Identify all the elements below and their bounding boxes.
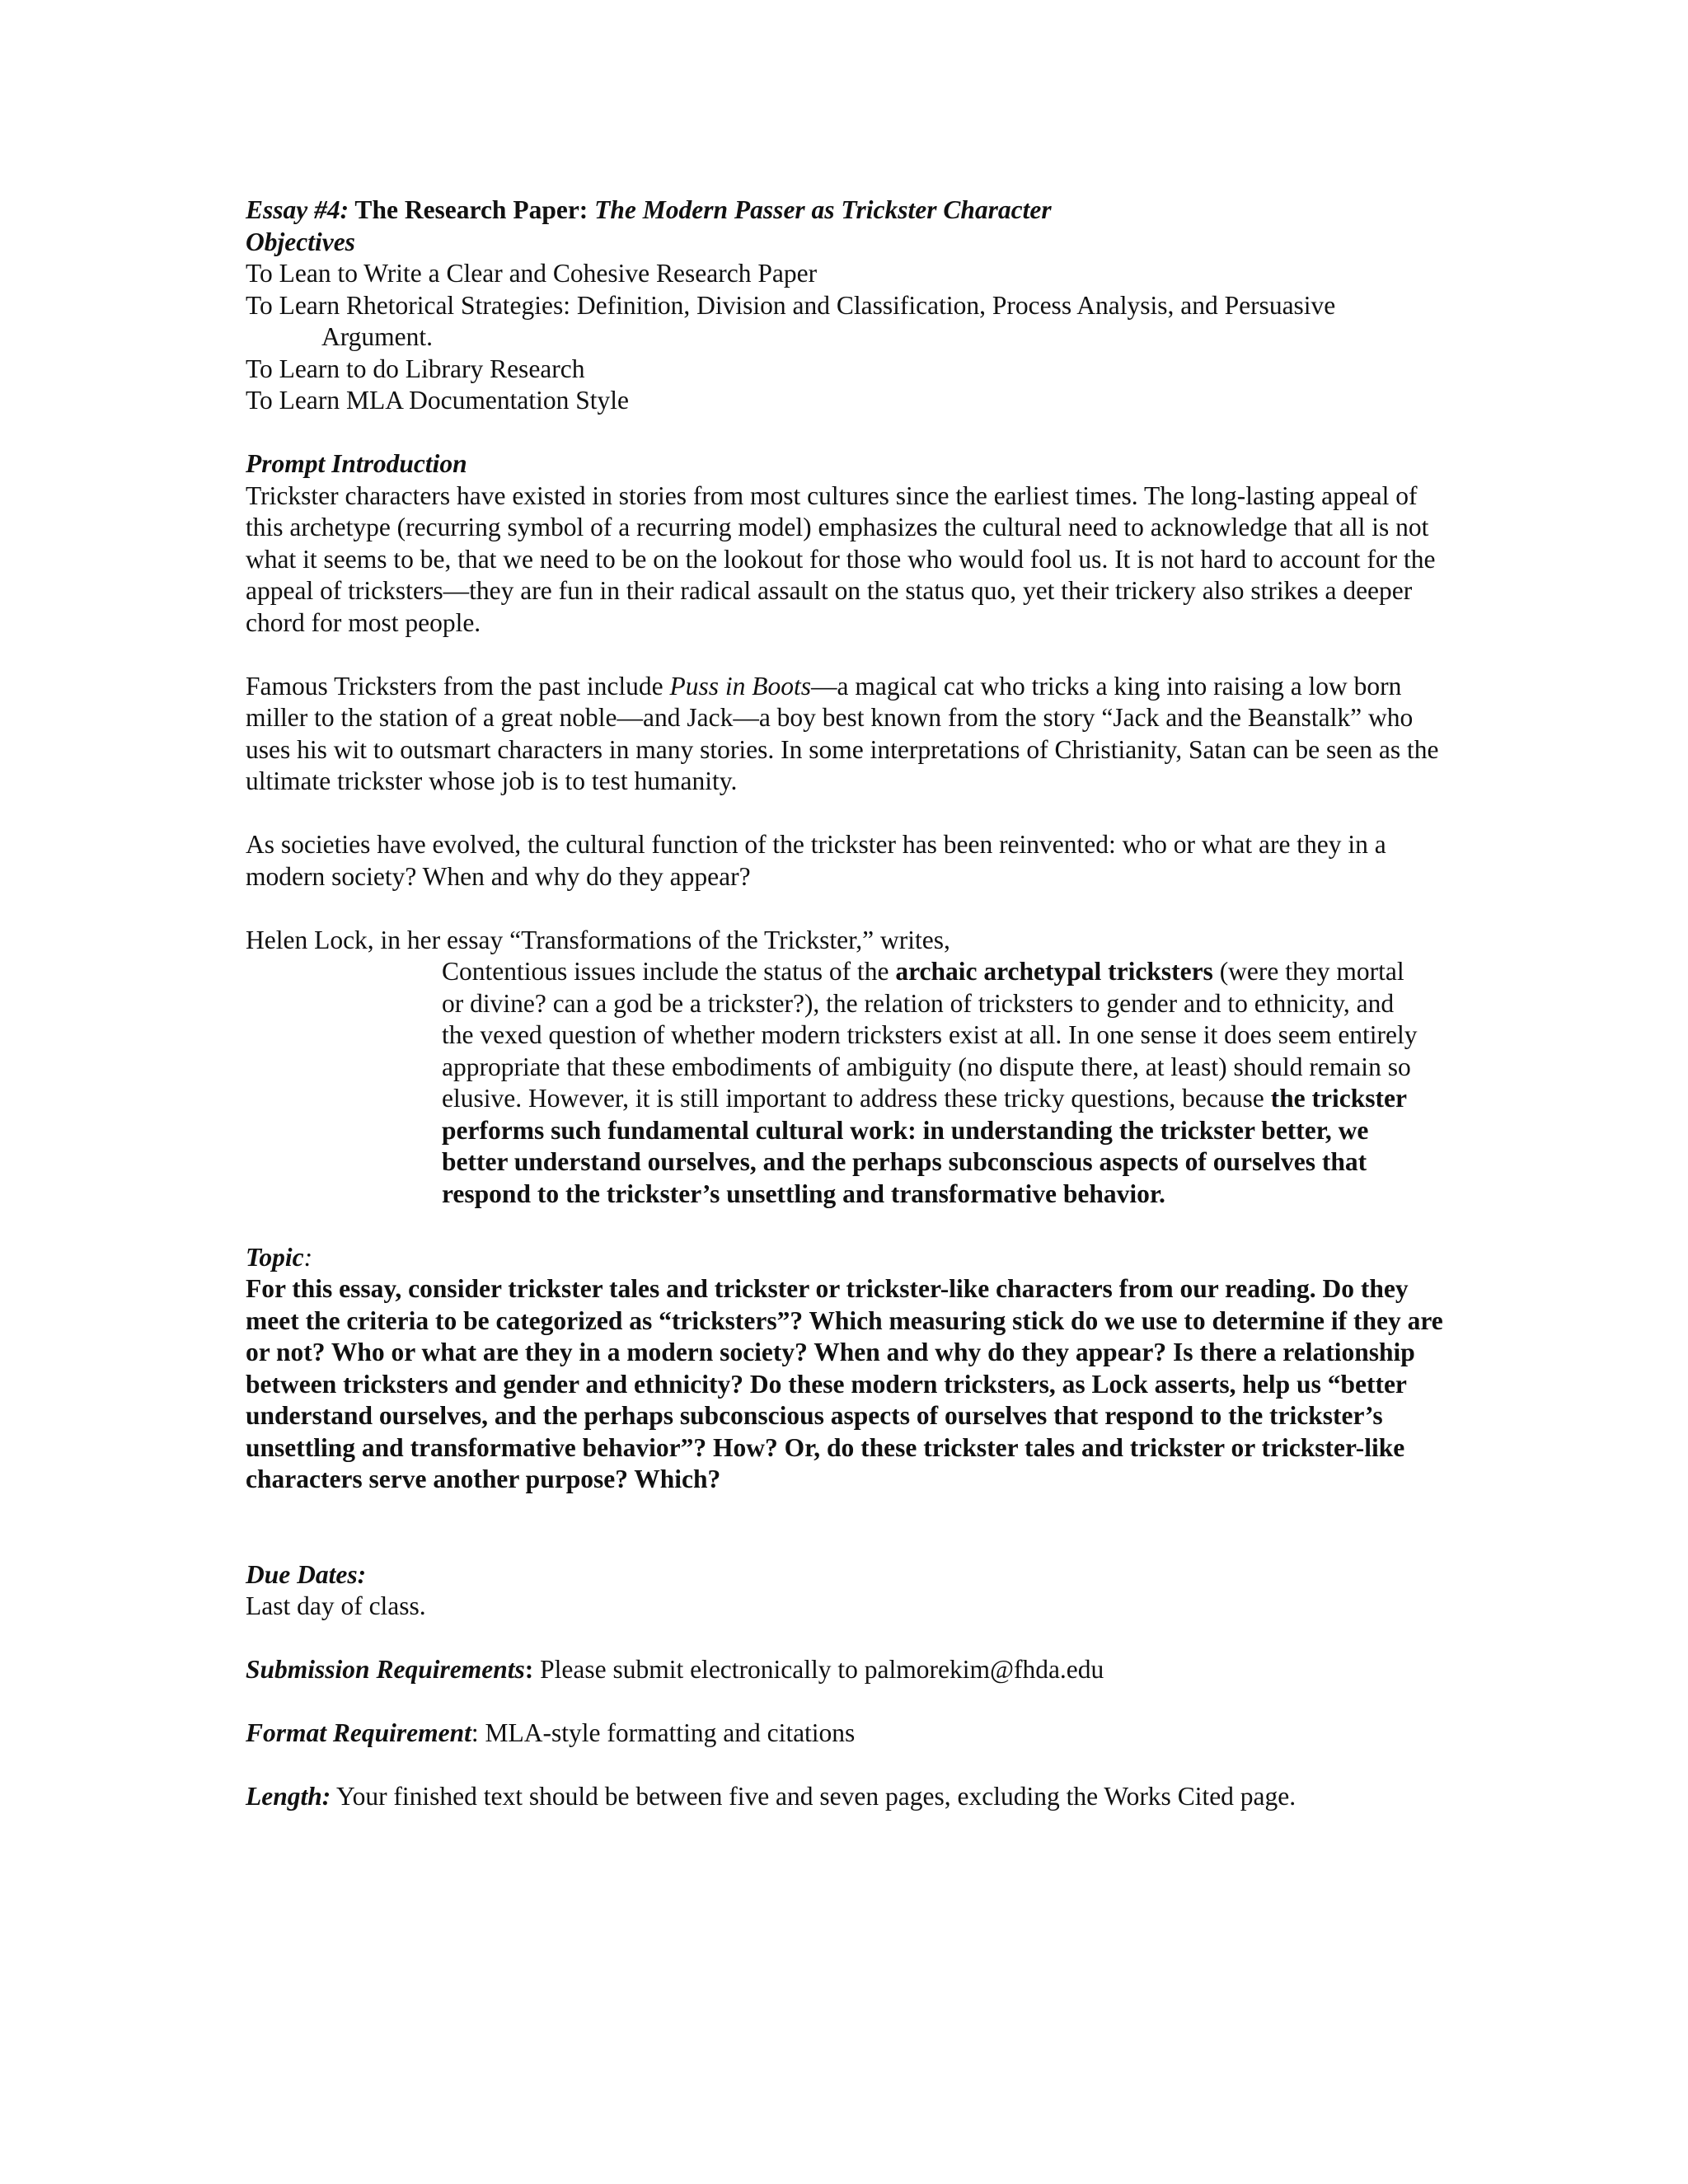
topic-body: For this essay, consider trickster tales and trickster or trickster-like characters from our reading. Do they meet the criteria to be categorized as “tricksters”? Which measuring stick do we use to determine if they are or not? Who or what are they in a modern society? When and why do they appear? Is there a relationship between tricksters and gender and ethnicity? Do these modern tricksters, as Lock asserts, help us “better understand ourselves, and the perhaps subconscious aspects of ourselves that respond to the trickster’s unsettling and transformative behavior”? How? Or, do these trickster tales and trickster or trickster-like characters serve another purpose? Which?: [246, 1274, 1443, 1493]
block-quote: Contentious issues include the status of the archaic archetypal tricksters (were they mortal or divine? can a god be a trickster?), the relation of tricksters to gender and to ethnicity, and the vexed question of whether modern tricksters exist at all. In one sense it does seem entirely appropriate that these embodiments of ambiguity (no dispute there, at least) should remain so elusive. However, it is still important to address these tricky questions, because the trickster performs such fundamental cultural work: in understanding the trickster better, we better understand ourselves, and the perhaps subconscious aspects of ourselves that respond to the trickster’s unsettling and transformative behavior.: [442, 957, 1418, 1208]
length-heading: Length:: [246, 1782, 331, 1811]
objective-item: To Learn MLA Documentation Style: [246, 386, 629, 415]
quote-intro: Helen Lock, in her essay “Transformations of the Trickster,” writes,: [246, 925, 950, 954]
length-body: Your finished text should be between five and seven pages, excluding the Works Cited page.: [331, 1782, 1296, 1811]
submission-heading: Submission Requirements: [246, 1655, 525, 1684]
puss-in-boots-title: Puss in Boots: [669, 671, 811, 701]
objective-item: To Learn Rhetorical Strategies: Definition, Division and Classification, Process Analysis, and Persuasive Argument.: [246, 290, 1336, 351]
paper-label: The Research Paper:: [349, 195, 595, 224]
objective-item: To Lean to Write a Clear and Cohesive Research Paper: [246, 259, 818, 288]
prompt-paragraph-2: Famous Tricksters from the past include Puss in Boots—a magical cat who tricks a king into raising a low born miller to the station of a great noble—and Jack—a boy best known from the story “Jack and the Beanstalk” who uses his wit to outsmart characters in many stories. In some interpretations of Christianity, Satan can be seen as the ultimate trickster whose job is to test humanity.: [246, 671, 1439, 795]
length-line: [246, 1781, 1449, 1813]
essay-number: Essay #4:: [246, 195, 349, 224]
format-heading: Format Requirement: [246, 1718, 471, 1747]
due-dates-body: Last day of class.: [246, 1591, 426, 1620]
objectives-heading: Objectives: [246, 227, 355, 256]
format-body: : MLA-style formatting and citations: [471, 1718, 856, 1747]
submission-body: Please submit electronically to palmorekim@fhda.edu: [533, 1655, 1104, 1684]
assignment-document: [246, 194, 1449, 1813]
prompt-heading: Prompt Introduction: [246, 449, 467, 478]
objective-item: To Learn to do Library Research: [246, 354, 585, 383]
essay-title-line: [246, 194, 1449, 227]
submission-line: Submission Requirements: Please submit electronically to palmorekim@fhda.edu: [246, 1655, 1104, 1684]
format-line: [246, 1718, 1449, 1750]
prompt-paragraph-3: As societies have evolved, the cultural function of the trickster has been reinvented: who or what are they in a modern society? When and why do they appear?: [246, 830, 1386, 891]
topic-heading: Topic: [246, 1242, 304, 1272]
due-dates-heading: Due Dates:: [246, 1559, 367, 1589]
prompt-paragraph-1: Trickster characters have existed in stories from most cultures since the earliest times. The long-lasting appeal of this archetype (recurring symbol of a recurring model) emphasizes the cultural need to acknowledge that all is not what it seems to be, that we need to be on the lookout for those who would fool us. It is not hard to account for the appeal of tricksters—they are fun in their radical assault on the status quo, yet their trickery also strikes a deeper chord for most people.: [246, 480, 1436, 637]
paper-title: The Modern Passer as Trickster Character: [594, 195, 1052, 224]
topic-heading-line: Topic:: [246, 1242, 313, 1272]
